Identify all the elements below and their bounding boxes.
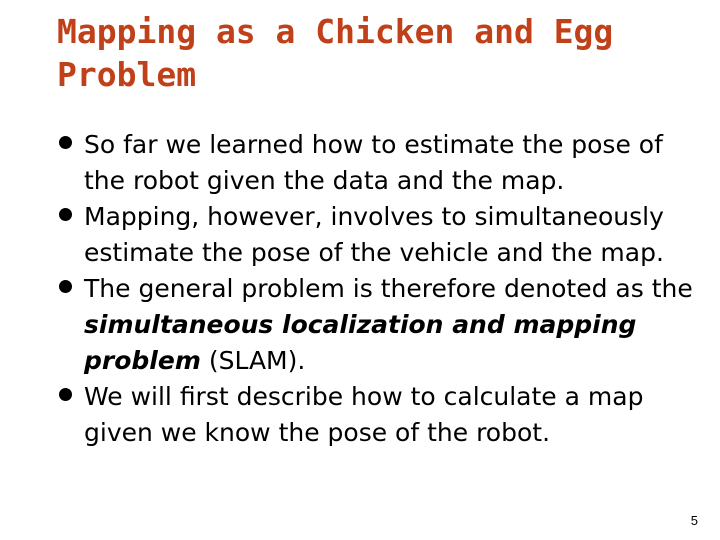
bullet-text: Mapping, however, involves to simultaneously estimate the pose of the vehicle and the map.: [84, 202, 664, 267]
slide-title: [57, 10, 697, 96]
bullet-icon: [59, 208, 72, 221]
bullet-list: [57, 127, 707, 451]
bullet-text-before: The general problem is therefore denoted as the: [84, 274, 693, 303]
bullet-item: [57, 199, 707, 271]
bullet-text-emphasis: simultaneous localization and mapping problem: [84, 310, 637, 375]
bullet-icon: [59, 280, 72, 293]
bullet-text-after: (SLAM).: [200, 346, 306, 375]
bullet-item: [57, 127, 707, 199]
page-number: 5: [690, 513, 698, 528]
bullet-item: [57, 379, 707, 451]
slide-title-line-1: Mapping as a Chicken and Egg: [57, 12, 614, 51]
bullet-icon: [59, 136, 72, 149]
bullet-item: [57, 271, 707, 379]
bullet-icon: [59, 388, 72, 401]
bullet-text: We will first describe how to calculate a map given we know the pose of the robot.: [84, 382, 644, 447]
bullet-text: So far we learned how to estimate the pose of the robot given the data and the map.: [84, 130, 663, 195]
slide-title-line-2: Problem: [57, 55, 197, 94]
